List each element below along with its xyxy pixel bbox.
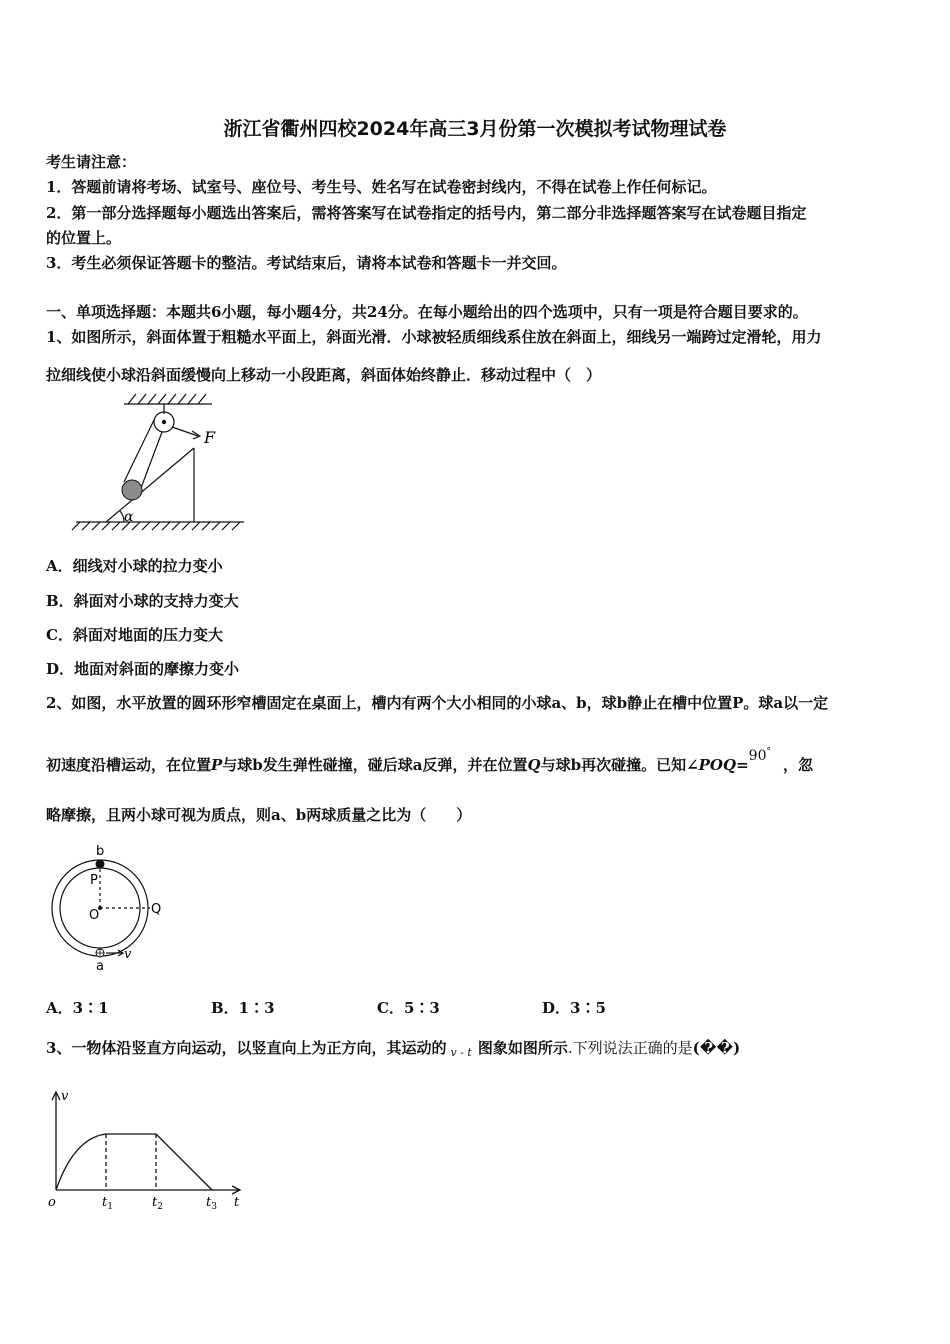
q2-ring-figure	[46, 840, 176, 974]
q1-option-c: C．斜面对地面的压力变大	[46, 626, 223, 644]
incline-slope	[106, 448, 194, 522]
label-b: b	[96, 844, 105, 859]
t1-label: $t_1$	[102, 1195, 113, 1212]
notice-heading: 考生请注意：	[46, 153, 137, 171]
rope-left	[124, 420, 154, 482]
force-label: F	[204, 428, 216, 447]
origin-label: o	[48, 1195, 56, 1210]
q2-line-2: 初速度沿槽运动，在位置P与球b发生弹性碰撞，碰后球a反弹，并在位置Q与球b再次碰撞。已知∠POQ=90°，忽	[46, 747, 813, 774]
curve-accelerate	[56, 1134, 106, 1190]
q1-option-b: B．斜面对小球的支持力变大	[46, 592, 239, 610]
label-p: P	[90, 873, 98, 888]
q1-incline-figure	[66, 390, 256, 530]
q2-option-a: A．3∶1	[46, 999, 109, 1017]
notice-item-2-cont: 的位置上。	[46, 229, 122, 247]
q2-option-b: B．1∶3	[211, 999, 275, 1017]
q2-line-1: 2、如图，水平放置的圆环形窄槽固定在桌面上，槽内有两个大小相同的小球a、b，球b静止在槽中位置P。球a以一定	[46, 694, 829, 712]
pull-rope	[172, 427, 198, 436]
notice-item-2: 2．第一部分选择题每小题选出答案后，需将答案写在试卷指定的括号内，第二部分非选择题答案写在试卷题目指定	[46, 204, 807, 222]
t3-label: $t_3$	[206, 1195, 217, 1212]
q1-option-d: D．地面对斜面的摩擦力变小	[46, 660, 240, 678]
label-q: Q	[151, 902, 162, 917]
notice-item-3: 3．考生必须保证答题卡的整洁。考试结束后，请将本试卷和答题卡一并交回。	[46, 254, 567, 272]
page-title: 浙江省衢州四校2024年高三3月份第一次模拟考试物理试卷	[223, 118, 727, 140]
angle-value: 90	[748, 748, 767, 764]
ball	[122, 480, 142, 500]
notice-item-1: 1．答题前请将考场、试室号、座位号、考生号、姓名写在试卷密封线内，不得在试卷上作任何标记。	[46, 178, 717, 196]
ground-hatch	[72, 522, 240, 530]
q1-line-2: 拉细线使小球沿斜面缓慢向上移动一小段距离，斜面体始终静止．移动过程中（ ）	[46, 366, 602, 384]
t2-label: $t_2$	[152, 1195, 163, 1212]
angle-label: α	[124, 509, 134, 525]
curve-decelerate	[156, 1134, 212, 1190]
ceiling-hatch	[128, 394, 206, 404]
section-1-heading: 一、单项选择题：本题共6小题，每小题4分，共24分。在每小题给出的四个选项中，只有一项是符合题目要求的。	[46, 303, 808, 321]
label-v: v	[124, 947, 132, 962]
ball-b	[96, 860, 105, 869]
v-axis-label: v	[61, 1089, 69, 1104]
q1-option-a: A．细线对小球的拉力变小	[46, 557, 223, 575]
label-o: O	[89, 908, 100, 923]
q1-line-1: 1、如图所示，斜面体置于粗糙水平面上，斜面光滑．小球被轻质细线系住放在斜面上，细线另一端跨过定滑轮，用力	[46, 328, 822, 346]
label-a: a	[96, 959, 104, 974]
q2-option-d: D．3∶5	[542, 999, 606, 1017]
q3-vt-graph	[44, 1088, 254, 1214]
vt-symbol: v - t	[450, 1046, 472, 1059]
t-axis-label: t	[234, 1195, 240, 1210]
q2-option-c: C．5∶3	[377, 999, 440, 1017]
q2-line-3: 略摩擦，且两小球可视为质点，则a、b两球质量之比为（ ）	[46, 806, 472, 824]
q3-line-1: 3、一物体沿竖直方向运动，以竖直向上为正方向，其运动的 $_{v - t}$ 图象如图所示.下列说法正确的是(��)	[46, 1039, 741, 1059]
